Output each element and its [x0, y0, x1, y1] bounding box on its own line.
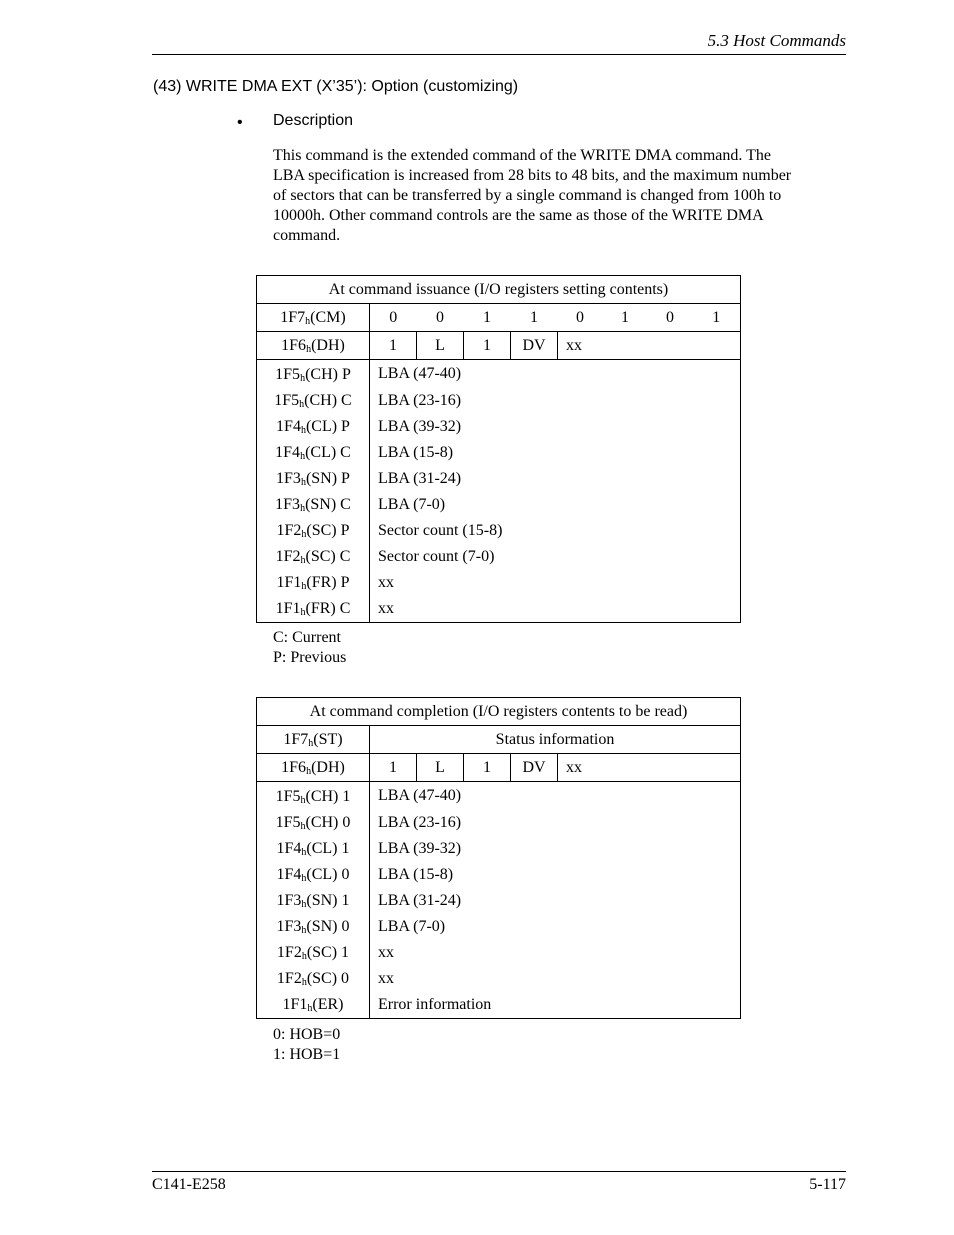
register-value: Error information — [370, 992, 741, 1019]
bit-4: 1 — [511, 304, 558, 332]
note-current: C: Current — [273, 629, 341, 646]
dh-bit-7: 1 — [370, 754, 417, 782]
register-name: $1F5_h(CH)$ 0 — [257, 810, 370, 836]
bit-3: 0 — [558, 304, 603, 332]
bit-5: 1 — [464, 304, 511, 332]
paragraph-line: This command is the extended command of the WRITE DMA command. The — [273, 147, 771, 164]
paragraph-line: of sectors that can be transferred by a single command is changed from 100h to — [273, 187, 782, 204]
table-caption: At command issuance (I/O registers setting contents) — [257, 276, 741, 304]
register-value: LBA (31-24) — [370, 888, 741, 914]
dh-bit-5: 1 — [464, 754, 511, 782]
register-row-dh — [257, 754, 741, 782]
running-head: 5.3 Host Commands — [707, 31, 846, 50]
register-row-cm — [257, 304, 741, 332]
register-value: LBA (23-16) — [370, 388, 741, 414]
section-heading: (43) WRITE DMA EXT (X’35’): Option (customizing) — [153, 78, 519, 95]
register-value: LBA (15-8) — [370, 862, 741, 888]
register-name: $1F3_h(SN)$ 0 — [257, 914, 370, 940]
register-name: $1F4_h(CL)$ 0 — [257, 862, 370, 888]
table-row — [257, 414, 741, 440]
note-hob-0: 0: HOB=0 — [273, 1026, 341, 1043]
dh-bit-7: 1 — [370, 332, 417, 360]
table-row — [257, 940, 741, 966]
issuance-register-table — [256, 275, 741, 623]
register-name: $1F4_h(CL)$ C — [257, 440, 370, 466]
register-name: $1F2_h(SC)$ 1 — [257, 940, 370, 966]
register-name: $1F3_h(SN)$ P — [257, 466, 370, 492]
register-name: $1F5_h(CH)$ 1 — [257, 782, 370, 811]
register-name: $1F1_h(FR)$ C — [257, 596, 370, 623]
register-name: $1F6_h(DH)$ — [257, 332, 370, 360]
register-name: $1F7_h(ST)$ — [257, 726, 370, 754]
table-row — [257, 544, 741, 570]
footer-rule — [152, 1171, 846, 1172]
register-row-dh — [257, 332, 741, 360]
dh-bit-4: DV — [511, 754, 558, 782]
register-value: Sector count (15-8) — [370, 518, 741, 544]
register-value: LBA (15-8) — [370, 440, 741, 466]
description-paragraph — [273, 146, 839, 246]
paragraph-line: LBA specification is increased from 28 bits to 48 bits, and the maximum number — [273, 167, 792, 184]
document-id: C141-E258 — [152, 1176, 226, 1193]
table-row — [257, 782, 741, 811]
description-label: Description — [273, 112, 354, 129]
table-row — [257, 810, 741, 836]
register-value: LBA (7-0) — [370, 914, 741, 940]
page-number: 5-117 — [809, 1176, 846, 1193]
dh-bit-4: DV — [511, 332, 558, 360]
dh-bit-6: L — [417, 754, 464, 782]
bit-1: 0 — [647, 304, 692, 332]
paragraph-line: 10000h. Other command controls are the same as those of the WRITE DMA — [273, 207, 764, 224]
bit-6: 0 — [417, 304, 464, 332]
register-name: $1F4_h(CL)$ P — [257, 414, 370, 440]
register-row-st — [257, 726, 741, 754]
table-row — [257, 914, 741, 940]
register-value: LBA (39-32) — [370, 414, 741, 440]
note-previous: P: Previous — [273, 649, 347, 666]
bit-2: 1 — [602, 304, 647, 332]
header-rule — [152, 54, 846, 55]
completion-notes — [273, 1025, 340, 1065]
register-name: $1F2_h(SC)$ 0 — [257, 966, 370, 992]
register-name: $1F3_h(SN)$ C — [257, 492, 370, 518]
table-row — [257, 596, 741, 623]
table-row — [257, 836, 741, 862]
register-name: $1F1_h(FR)$ P — [257, 570, 370, 596]
register-name: $1F1_h(ER)$ — [257, 992, 370, 1019]
register-value: xx — [370, 940, 741, 966]
bullet-icon: • — [237, 114, 243, 131]
dh-bit-5: 1 — [464, 332, 511, 360]
register-name: $1F2_h(SC)$ C — [257, 544, 370, 570]
completion-register-table — [256, 697, 741, 1019]
dh-bit-6: L — [417, 332, 464, 360]
issuance-notes — [273, 628, 346, 668]
paragraph-line: command. — [273, 227, 341, 244]
register-name: $1F6_h(DH)$ — [257, 754, 370, 782]
register-value: LBA (47-40) — [370, 360, 741, 389]
register-value: xx — [370, 596, 741, 623]
register-name: $1F5_h(CH)$ P — [257, 360, 370, 389]
dh-remaining-bits: xx — [558, 332, 741, 360]
table-row — [257, 966, 741, 992]
dh-remaining-bits: xx — [558, 754, 741, 782]
register-name: $1F5_h(CH)$ C — [257, 388, 370, 414]
table-row — [257, 360, 741, 389]
register-name: $1F3_h(SN)$ 1 — [257, 888, 370, 914]
table-row — [257, 518, 741, 544]
register-value: LBA (7-0) — [370, 492, 741, 518]
register-name: $1F4_h(CL)$ 1 — [257, 836, 370, 862]
table-row — [257, 570, 741, 596]
register-value: LBA (31-24) — [370, 466, 741, 492]
bit-0: 1 — [692, 304, 740, 332]
table-row — [257, 992, 741, 1019]
register-name: $1F7_h(CM)$ — [257, 304, 370, 332]
register-value: LBA (47-40) — [370, 782, 741, 811]
table-row — [257, 388, 741, 414]
bit-7: 0 — [370, 304, 417, 332]
table-row — [257, 862, 741, 888]
register-value: LBA (23-16) — [370, 810, 741, 836]
table-caption: At command completion (I/O registers contents to be read) — [257, 698, 741, 726]
table-row — [257, 492, 741, 518]
table-row — [257, 440, 741, 466]
register-value: LBA (39-32) — [370, 836, 741, 862]
register-value: xx — [370, 966, 741, 992]
status-information: Status information — [370, 726, 741, 754]
table-row — [257, 466, 741, 492]
register-name: $1F2_h(SC)$ P — [257, 518, 370, 544]
table-row — [257, 888, 741, 914]
register-value: xx — [370, 570, 741, 596]
note-hob-1: 1: HOB=1 — [273, 1046, 341, 1063]
register-value: Sector count (7-0) — [370, 544, 741, 570]
